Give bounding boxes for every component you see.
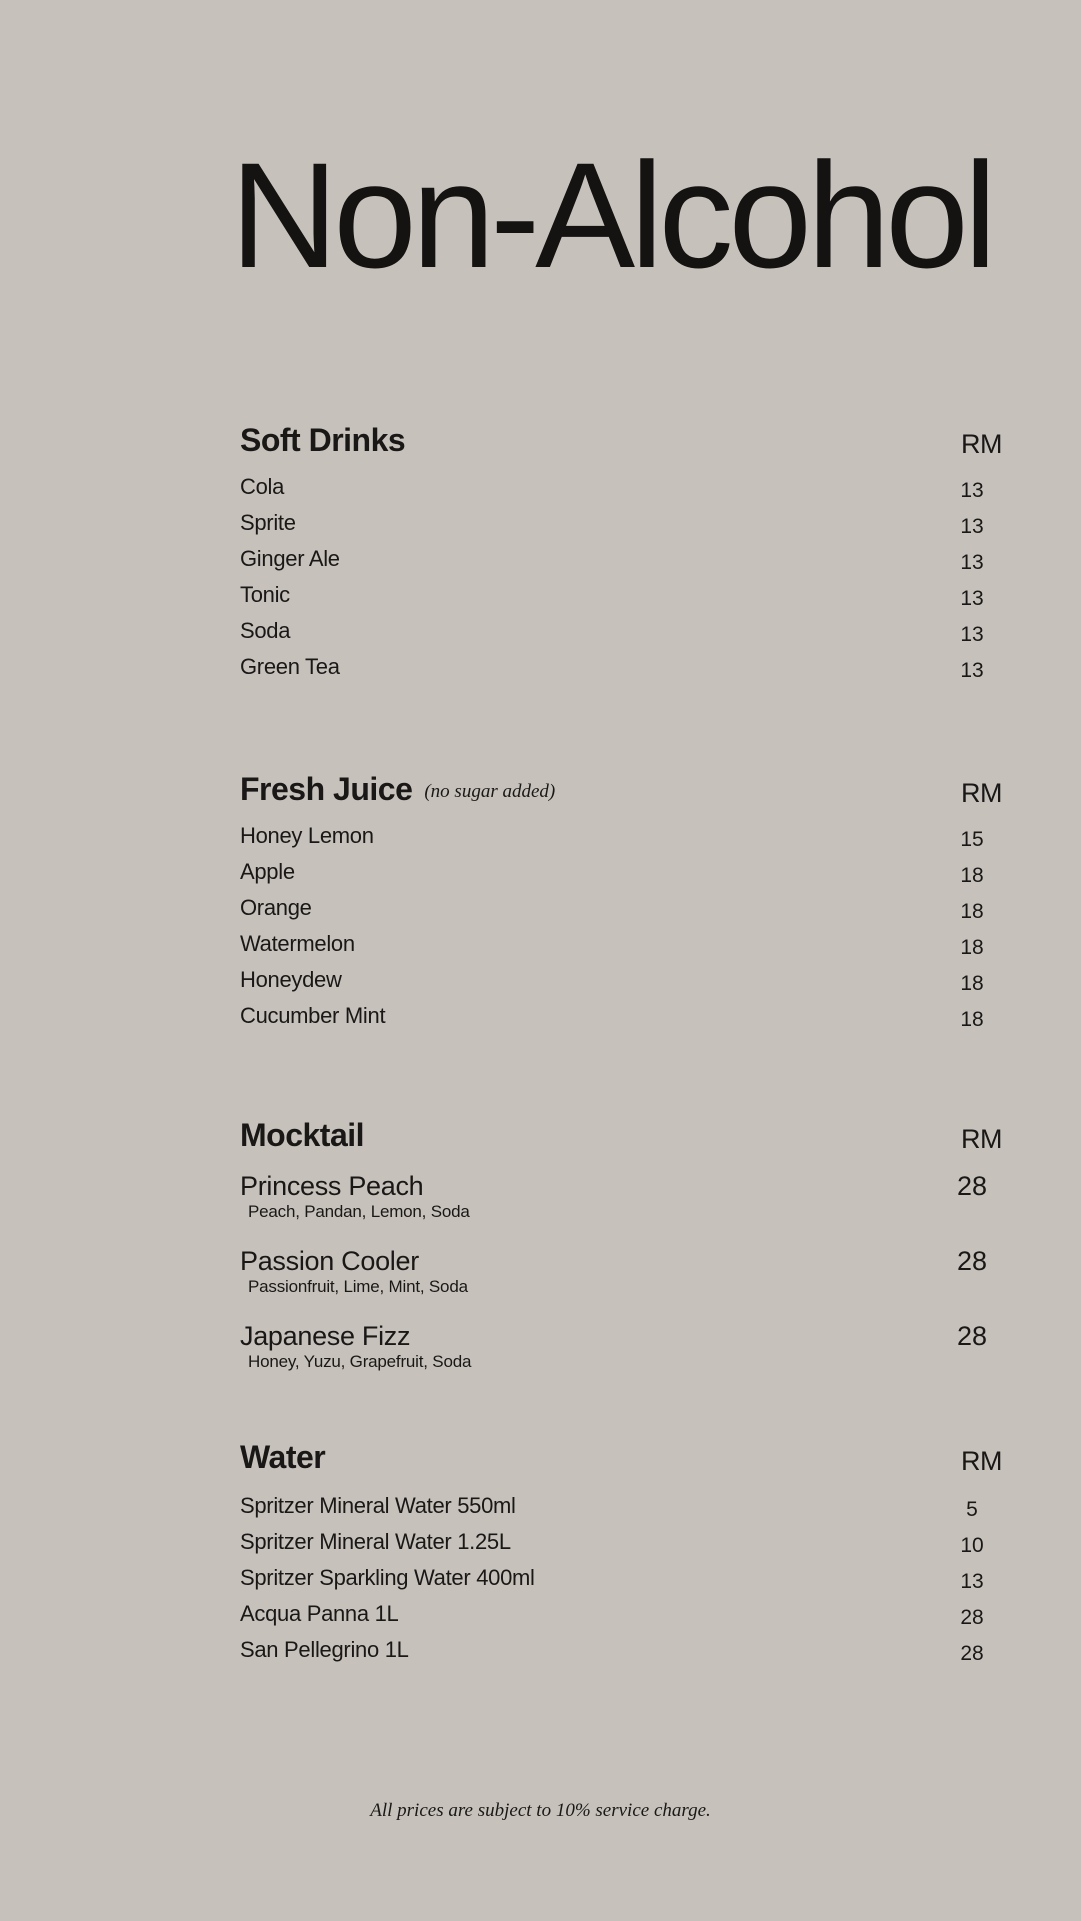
item-name: Spritzer Mineral Water 1.25L <box>240 1529 511 1554</box>
list-item <box>240 1245 1002 1320</box>
item-ingredients: Peach, Pandan, Lemon, Soda <box>248 1202 470 1221</box>
section-water <box>240 1437 1002 1671</box>
item-price: 13 <box>960 479 984 502</box>
list-item <box>240 472 1002 508</box>
list-item <box>240 508 1002 544</box>
item-name: Tonic <box>240 582 290 607</box>
item-price: 5 <box>966 1498 978 1521</box>
item-price: 28 <box>960 1606 984 1629</box>
item-price: 18 <box>960 864 984 887</box>
section-soft-drinks <box>240 420 1002 688</box>
item-price: 18 <box>960 972 984 995</box>
section-fresh-juice <box>240 769 1002 1037</box>
item-name: Sprite <box>240 510 296 535</box>
item-name: Apple <box>240 859 295 884</box>
list-item <box>240 821 1002 857</box>
section-title <box>240 769 555 812</box>
list-item <box>240 1320 1002 1395</box>
item-price: 13 <box>960 659 984 682</box>
section-title-text: Fresh Juice <box>240 771 413 807</box>
item-name: Cucumber Mint <box>240 1003 386 1028</box>
page-title: Non-Alcohol <box>230 131 993 299</box>
item-list <box>240 1170 1002 1395</box>
item-name: Spritzer Mineral Water 550ml <box>240 1493 516 1518</box>
item-price: 18 <box>960 1008 984 1031</box>
item-price: 13 <box>960 587 984 610</box>
currency-label: RM <box>961 1124 1002 1154</box>
list-item <box>240 544 1002 580</box>
item-price: 28 <box>956 1246 988 1276</box>
item-name: Princess Peach <box>240 1171 424 1201</box>
item-name: Japanese Fizz <box>240 1321 411 1351</box>
item-ingredients: Passionfruit, Lime, Mint, Soda <box>248 1277 468 1296</box>
item-price: 28 <box>956 1171 988 1201</box>
list-item <box>240 929 1002 965</box>
item-name: Soda <box>240 618 291 643</box>
list-item <box>240 1491 1002 1527</box>
item-name: Passion Cooler <box>240 1246 419 1276</box>
item-price: 10 <box>960 1534 984 1557</box>
section-header <box>240 1115 1002 1155</box>
list-item <box>240 893 1002 929</box>
section-title: Water <box>240 1439 326 1475</box>
currency-label: RM <box>961 778 1002 808</box>
item-name: Honey Lemon <box>240 823 374 848</box>
section-title: Soft Drinks <box>240 422 406 458</box>
item-price: 13 <box>960 551 984 574</box>
currency-label: RM <box>961 1446 1002 1476</box>
item-price: 28 <box>956 1321 988 1351</box>
item-name: Orange <box>240 895 312 920</box>
service-charge-note: All prices are subject to 10% service charge. <box>370 1800 711 1821</box>
list-item <box>240 1563 1002 1599</box>
list-item <box>240 1599 1002 1635</box>
list-item <box>240 652 1002 688</box>
list-item <box>240 965 1002 1001</box>
currency-label: RM <box>961 429 1002 459</box>
item-name: Spritzer Sparkling Water 400ml <box>240 1565 535 1590</box>
section-header <box>240 1437 1002 1477</box>
item-name: Cola <box>240 474 285 499</box>
item-name: Acqua Panna 1L <box>240 1601 399 1626</box>
section-header <box>240 420 1002 460</box>
section-mocktail <box>240 1115 1002 1395</box>
item-list <box>240 472 1002 688</box>
list-item <box>240 616 1002 652</box>
section-note: (no sugar added) <box>424 781 556 802</box>
item-name: San Pellegrino 1L <box>240 1637 409 1662</box>
list-item <box>240 1001 1002 1037</box>
item-price: 28 <box>960 1642 984 1665</box>
section-header <box>240 769 1002 809</box>
item-list <box>240 821 1002 1037</box>
section-title: Mocktail <box>240 1117 365 1153</box>
item-price: 13 <box>960 1570 984 1593</box>
item-price: 18 <box>960 900 984 923</box>
item-price: 13 <box>960 623 984 646</box>
list-item <box>240 857 1002 893</box>
list-item <box>240 1635 1002 1671</box>
item-list <box>240 1491 1002 1671</box>
item-name: Honeydew <box>240 967 342 992</box>
item-name: Ginger Ale <box>240 546 340 571</box>
list-item <box>240 1527 1002 1563</box>
list-item <box>240 580 1002 616</box>
item-price: 15 <box>960 828 984 851</box>
item-ingredients: Honey, Yuzu, Grapefruit, Soda <box>248 1352 472 1371</box>
item-name: Green Tea <box>240 654 340 679</box>
item-name: Watermelon <box>240 931 355 956</box>
item-price: 18 <box>960 936 984 959</box>
list-item <box>240 1170 1002 1245</box>
item-price: 13 <box>960 515 984 538</box>
